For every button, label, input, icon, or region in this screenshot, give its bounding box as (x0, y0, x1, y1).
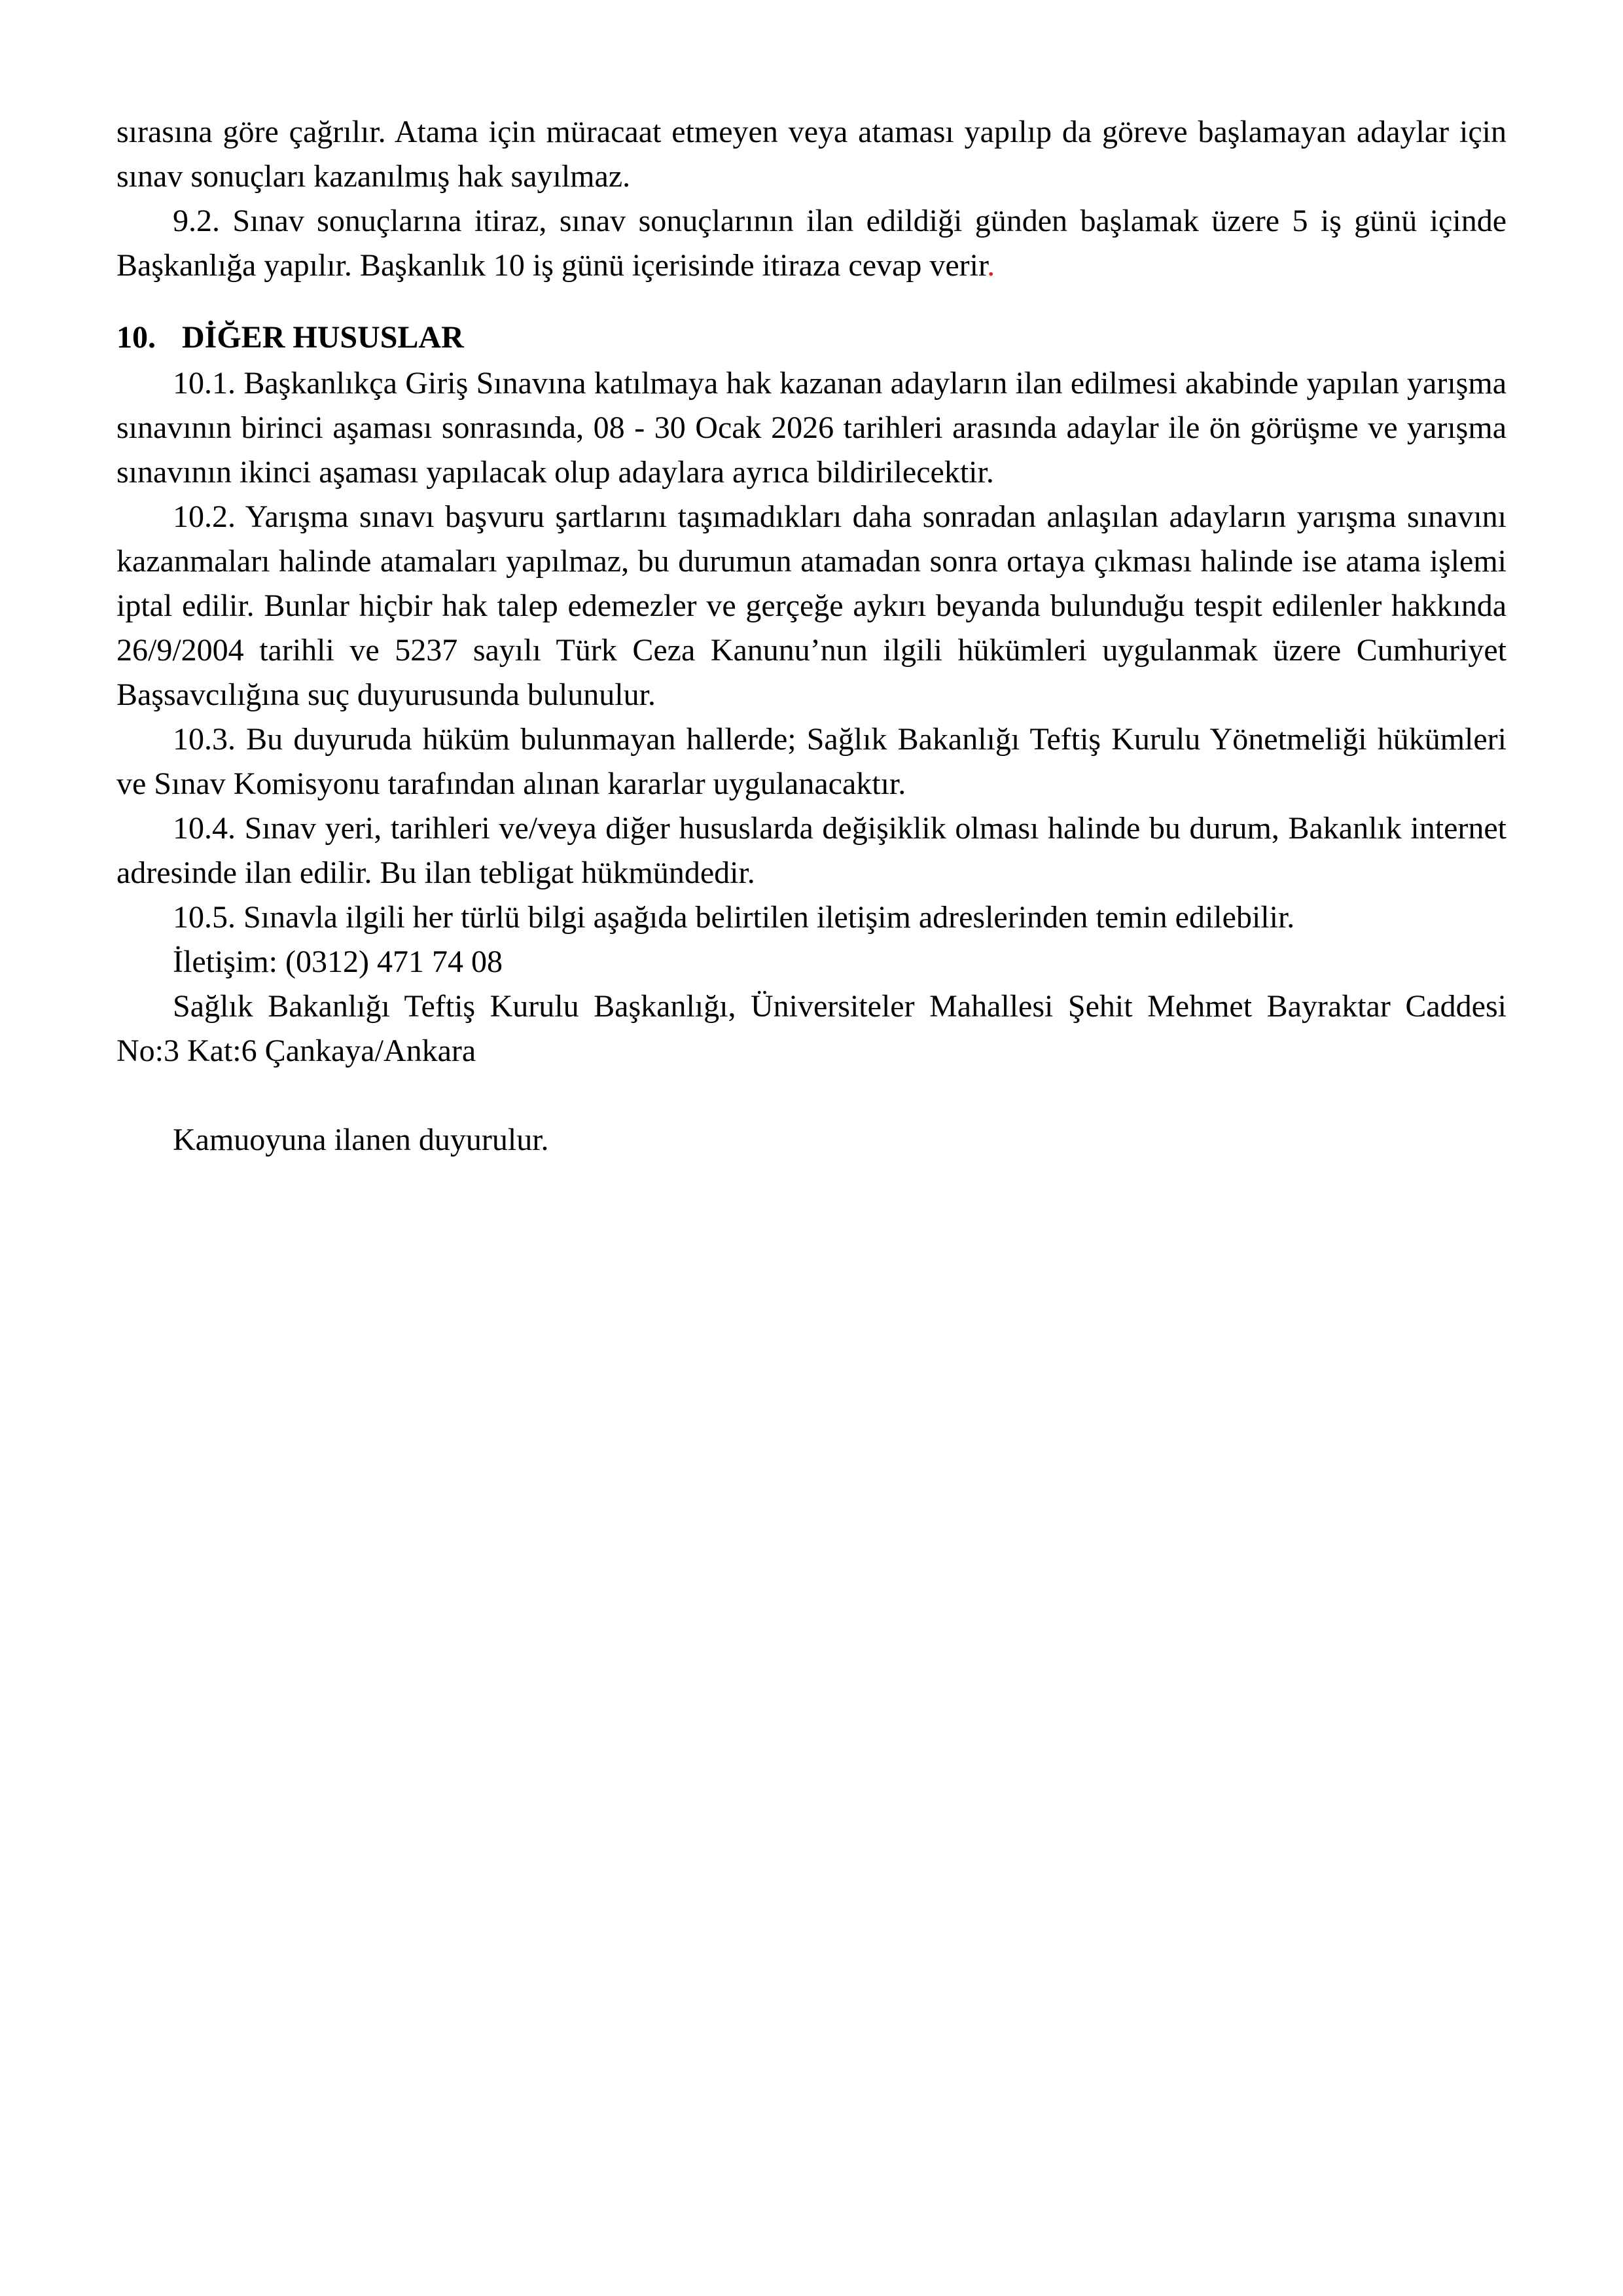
closing-statement: Kamuoyuna ilanen duyurulur. (173, 1122, 549, 1157)
contact-address: Sağlık Bakanlığı Teftiş Kurulu Başkanlığı, Üniversiteler Mahallesi Şehit Mehmet Bayraktar Caddesi No:3 Kat:6 Çankaya/Ankara (116, 989, 1507, 1068)
paragraph-10-5: 10.5. Sınavla ilgili her türlü bilgi aşağıda belirtilen iletişim adreslerinden temin edilebilir. (173, 900, 1295, 935)
paragraph-9-2 (116, 199, 1507, 288)
section-number: 10. (116, 320, 156, 355)
section-heading (116, 315, 1507, 360)
paragraph-10-1: 10.1. Başkanlıkça Giriş Sınavına katılmaya hak kazanan adayların ilan edilmesi akabinde yapılan yarışma sınavının birinci aşaması sonrasında, 08 - 30 Ocak 2026 tarihleri arasında adaylar ile ön görüşme ve yarışma sınavının ikinci aşaması yapılacak olup adaylara ayrıca bildirilecektir. (116, 366, 1507, 490)
paragraph-10-2: 10.2. Yarışma sınavı başvuru şartlarını taşımadıkları daha sonradan anlaşılan adayların yarışma sınavını kazanmaları halinde atamaları yapılmaz, bu durumun atamadan sonra ortaya çıkması halinde ise atama işlemi iptal edilir. Bunlar hiçbir hak talep edemezler ve gerçeğe aykırı beyanda bulunduğu tespit edilenler hakkında 26/9/2004 tarihli ve 5237 sayılı Türk Ceza Kanunu’nun ilgili hükümleri uygulanmak üzere Cumhuriyet Başsavcılığına suç duyurusunda bulunulur. (116, 499, 1507, 712)
section-title: DİĞER HUSUSLAR (182, 320, 464, 355)
continuation-paragraph: sırasına göre çağrılır. Atama için müracaat etmeyen veya ataması yapılıp da göreve başlamayan adaylar için sınav sonuçları kazanılmış hak sayılmaz. (116, 115, 1507, 194)
paragraph-10-3: 10.3. Bu duyuruda hüküm bulunmayan hallerde; Sağlık Bakanlığı Teftiş Kurulu Yönetmeliği hükümleri ve Sınav Komisyonu tarafından alınan kararlar uygulanacaktır. (116, 722, 1507, 801)
document-body (116, 110, 1507, 1162)
paragraph-9-2-text: 9.2. Sınav sonuçlarına itiraz, sınav sonuçlarının ilan edildiği günden başlamak üzere 5 iş günü içinde Başkanlığa yapılır. Başkanlık 10 iş günü içerisinde itiraza cevap verir (116, 204, 1507, 283)
paragraph-10-4: 10.4. Sınav yeri, tarihleri ve/veya diğer hususlarda değişiklik olması halinde bu durum, Bakanlık internet adresinde ilan edilir. Bu ilan tebligat hükmündedir. (116, 811, 1507, 890)
paragraph-9-2-period: . (987, 248, 995, 283)
contact-phone: İletişim: (0312) 471 74 08 (173, 944, 503, 979)
